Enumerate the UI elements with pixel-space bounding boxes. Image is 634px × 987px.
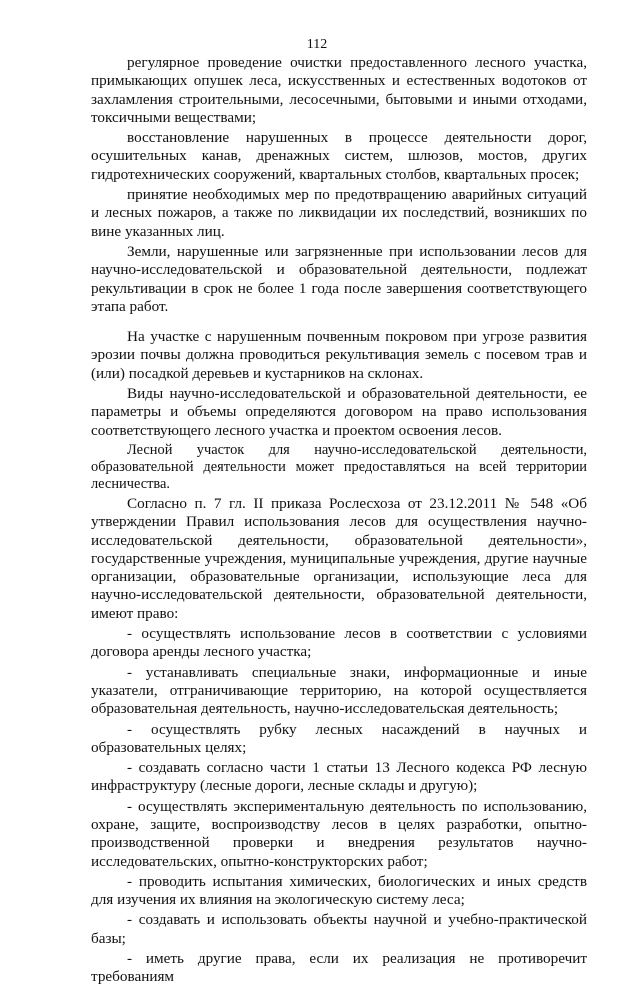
- list-item: - осуществлять использование лесов в соответствии с условиями договора аренды лесного участка;: [91, 625, 587, 661]
- paragraph: Согласно п. 7 гл. II приказа Рослесхоза от 23.12.2011 № 548 «Об утверждении Правил использования лесов для осуществления научно-исследовательской деятельности, образовательной деятельности», государственные учреждения, муниципальные учреждения, другие научные организации, образовательные организации, использующие леса для научно-исследовательской деятельности, образовательной деятельности, имеют право:: [91, 494, 587, 622]
- paragraph: регулярное проведение очистки предоставленного лесного участка, примыкающих опушек леса, искусственных и естественных водотоков от захламления строительными, лесосечными, бытовыми и иными отходами, токсичными веществами;: [91, 54, 587, 126]
- list-item: - осуществлять экспериментальную деятельность по использованию, охране, защите, воспроизводству лесов в целях разработки, опытно-производственной проверки и внедрения результатов научно-исследовательских, опытно-конструкторских работ;: [91, 797, 587, 870]
- paragraph: Виды научно-исследовательской и образовательной деятельности, ее параметры и объемы определяются договором на право использования соответствующего лесного участка и проектом освоения лесов.: [91, 385, 587, 439]
- document-body: [91, 54, 587, 987]
- paragraph: принятие необходимых мер по предотвращению аварийных ситуаций и лесных пожаров, а также по ликвидации их последствий, возникших по вине указанных лиц.: [91, 186, 587, 240]
- paragraph: Лесной участок для научно-исследовательской деятельности, образовательной деятельности может предоставляться на всей территории лесничества.: [91, 441, 587, 492]
- list-item: - создавать согласно части 1 статьи 13 Лесного кодекса РФ лесную инфраструктуру (лесные дороги, лесные склады и другую);: [91, 759, 587, 795]
- list-item: - создавать и использовать объекты научной и учебно-практической базы;: [91, 911, 587, 947]
- list-item: - устанавливать специальные знаки, информационные и иные указатели, отграничивающие территорию, на которой осуществляется образовательная деятельность, научно-исследовательская деятельность;: [91, 663, 587, 718]
- list-item: - осуществлять рубку лесных насаждений в научных и образовательных целях;: [91, 720, 587, 756]
- paragraph: На участке с нарушенным почвенным покровом при угрозе развития эрозии почвы должна проводиться рекультивация земель с посевом трав и (или) посадкой деревьев и кустарников на склонах.: [91, 328, 587, 382]
- paragraph: восстановление нарушенных в процессе деятельности дорог, осушительных канав, дренажных систем, шлюзов, мостов, других гидротехнических сооружений, квартальных столбов, квартальных просек;: [91, 129, 587, 183]
- list-item: - иметь другие права, если их реализация не противоречит требованиям: [91, 950, 587, 986]
- page-number: 112: [306, 37, 328, 52]
- list-item: - проводить испытания химических, биологических и иных средств для изучения их влияния на экологическую систему леса;: [91, 872, 587, 909]
- paragraph: Земли, нарушенные или загрязненные при использовании лесов для научно-исследовательской и образовательной деятельности, подлежат рекультивации в срок не более 1 года после завершения соответствующего этапа работ.: [91, 242, 587, 315]
